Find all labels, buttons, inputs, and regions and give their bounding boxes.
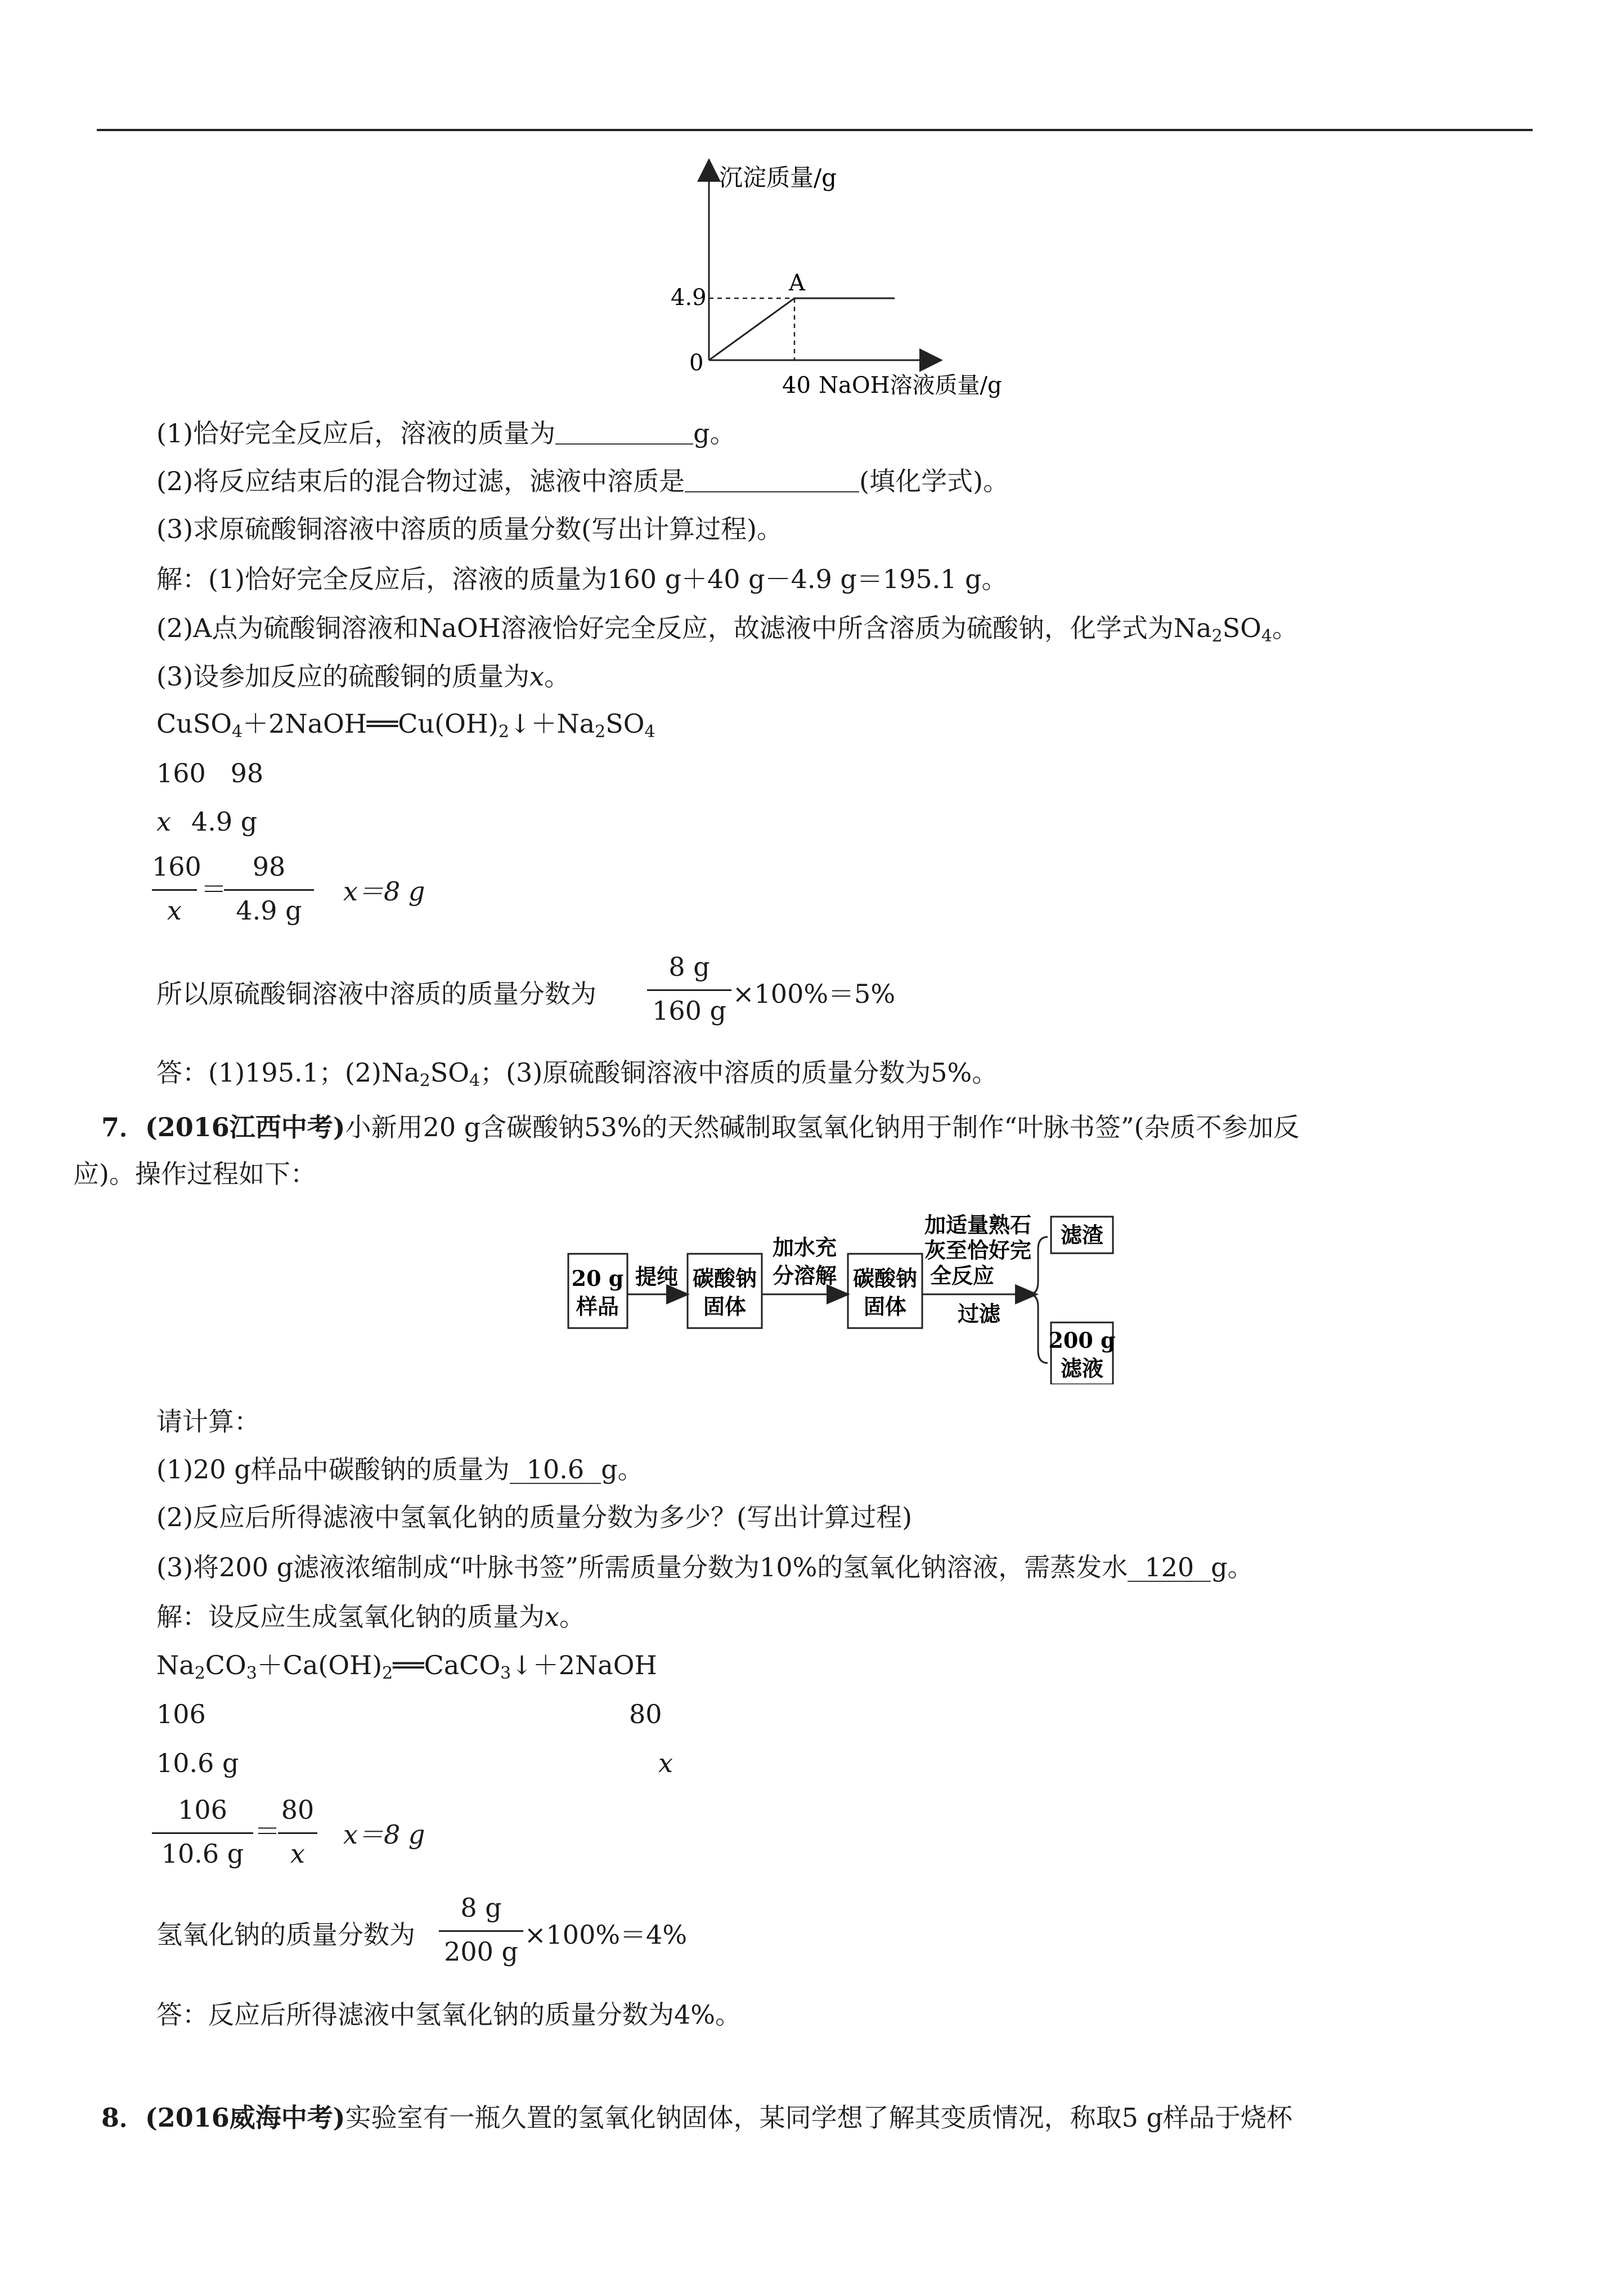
rising-line bbox=[709, 298, 794, 360]
p7-equals: ＝ bbox=[254, 1816, 280, 1846]
svg-text:灰至恰好完: 灰至恰好完 bbox=[924, 1237, 1032, 1263]
p7-mw-1: 106 bbox=[156, 1699, 206, 1729]
p7-mass-2: x bbox=[658, 1748, 673, 1778]
p6-percent-fraction: 8 g 160 g bbox=[647, 951, 731, 1035]
p7-mw-2: 80 bbox=[629, 1699, 662, 1729]
p7-percent-tail: ×100%＝4% bbox=[524, 1920, 688, 1950]
top-rule bbox=[97, 129, 1533, 131]
svg-text:固体: 固体 bbox=[703, 1294, 747, 1319]
p7-s1: 解：设反应生成氢氧化钠的质量为x。 bbox=[156, 1602, 585, 1632]
p6-q3: (3)求原硫酸铜溶液中溶质的质量分数(写出计算过程)。 bbox=[156, 514, 783, 544]
p6-q2: (2)将反应结束后的混合物过滤，滤液中溶质是 (填化学式)。 bbox=[156, 466, 1009, 496]
svg-text:加水充: 加水充 bbox=[772, 1235, 837, 1260]
p7-answer: 答：反应后所得滤液中氢氧化钠的质量分数为4%。 bbox=[156, 1999, 741, 2030]
p6-answer: 答：(1)195.1；$(2)Na_2SO_4$；(3)原硫酸铜溶液中溶质的质量分数为5%。 bbox=[156, 1057, 998, 1091]
p6-masses: x 4.9 g bbox=[156, 806, 258, 837]
p7-q3-answer[interactable]: 120 bbox=[1128, 1554, 1211, 1582]
p6-fraction-1: 160 x bbox=[152, 851, 201, 926]
p7-q1-answer[interactable]: 10.6 bbox=[510, 1456, 601, 1484]
p7-percent-lead: 氢氧化钠的质量分数为 bbox=[156, 1920, 415, 1950]
p7-q2: (2)反应后所得滤液中氢氧化钠的质量分数为多少？(写出计算过程) bbox=[156, 1502, 913, 1532]
y-axis-label: 沉淀质量/g bbox=[719, 164, 837, 191]
point-a-label: A bbox=[789, 270, 805, 296]
p7-ask: 请计算： bbox=[156, 1406, 260, 1437]
p8-line1: 8．(2016威海中考)实验室有一瓶久置的氢氧化钠固体，某同学想了解其变质情况，称取5 g样品于烧杯 bbox=[101, 2102, 1292, 2133]
svg-text:分溶解: 分溶解 bbox=[772, 1263, 837, 1288]
p6-q1-blank[interactable] bbox=[555, 421, 693, 445]
p6-s2: (2)A点为硫酸铜溶液和NaOH溶液恰好完全反应，故滤液中所含溶质为硫酸钠，化学式为$Na_2SO_4$。 bbox=[156, 613, 1298, 646]
p7-percent-fraction: 8 g 200 g bbox=[439, 1892, 523, 1976]
svg-text:提纯: 提纯 bbox=[635, 1264, 679, 1289]
p7-line2: 应)。操作过程如下： bbox=[73, 1159, 316, 1189]
svg-text:滤液: 滤液 bbox=[1060, 1356, 1104, 1381]
p6-equation: $CuSO_4+2NaOH══Cu(OH)_2↓+Na_2SO_4$ bbox=[156, 708, 655, 742]
svg-text:滤渣: 滤渣 bbox=[1060, 1222, 1104, 1248]
p6-percent-lead: 所以原硫酸铜溶液中溶质的质量分数为 bbox=[156, 979, 596, 1009]
svg-text:加适量熟石: 加适量熟石 bbox=[924, 1212, 1032, 1237]
p7-mass-1: 10.6 g bbox=[156, 1748, 239, 1778]
p7-result: x＝8 g bbox=[343, 1819, 425, 1850]
p7-q3: (3)将200 g滤液浓缩制成“叶脉书签”所需质量分数为10%的氢氧化钠溶液，需蒸发水 120 g。 bbox=[156, 1552, 1254, 1582]
svg-text:样品: 样品 bbox=[576, 1294, 619, 1319]
x-value-label: 40 bbox=[782, 373, 811, 398]
y-value-label: 4.9 bbox=[671, 285, 707, 311]
svg-text:过滤: 过滤 bbox=[957, 1301, 1001, 1326]
svg-text:20 g: 20 g bbox=[571, 1266, 624, 1291]
p7-line1: 7．(2016江西中考)小新用20 g含碳酸钠53%的天然碱制取氢氧化钠用于制作“叶脉书签”(杂质不参加反 bbox=[101, 1112, 1300, 1142]
p6-molar-masses: 160 98 bbox=[156, 758, 264, 788]
svg-text:200 g: 200 g bbox=[1048, 1328, 1116, 1353]
p6-q1: (1)恰好完全反应后，溶液的质量为 g。 bbox=[156, 418, 736, 449]
precipitate-graph bbox=[647, 158, 1052, 405]
p7-fraction-2: 80 x bbox=[278, 1794, 317, 1878]
svg-text:碳酸钠: 碳酸钠 bbox=[852, 1266, 918, 1291]
p6-s3: (3)设参加反应的硫酸铜的质量为x。 bbox=[156, 661, 571, 692]
p7-fraction-1: 106 10.6 g bbox=[152, 1794, 253, 1878]
p6-q2-blank[interactable] bbox=[685, 469, 859, 492]
p6-percent-tail: ×100%＝5% bbox=[733, 979, 896, 1009]
origin-label: 0 bbox=[689, 350, 704, 376]
p6-result: x＝8 g bbox=[343, 876, 425, 907]
p7-q1: (1)20 g样品中碳酸钠的质量为 10.6 g。 bbox=[156, 1454, 644, 1485]
p6-equals: ＝ bbox=[201, 874, 227, 904]
svg-text:固体: 固体 bbox=[863, 1294, 907, 1319]
p7-equation: $Na_2CO_3+Ca(OH)_2══CaCO_3↓+2NaOH$ bbox=[156, 1650, 657, 1683]
process-flow-diagram bbox=[563, 1210, 1125, 1384]
branch-brace bbox=[1029, 1237, 1048, 1363]
svg-text:全反应: 全反应 bbox=[930, 1263, 995, 1288]
svg-text:碳酸钠: 碳酸钠 bbox=[692, 1266, 757, 1291]
p6-fraction-2: 98 4.9 g bbox=[224, 851, 314, 935]
p6-s1: 解：(1)恰好完全反应后，溶液的质量为160 g＋40 g－4.9 g＝195.1 g。 bbox=[156, 564, 1008, 594]
x-axis-label: NaOH溶液质量/g bbox=[819, 373, 1002, 398]
